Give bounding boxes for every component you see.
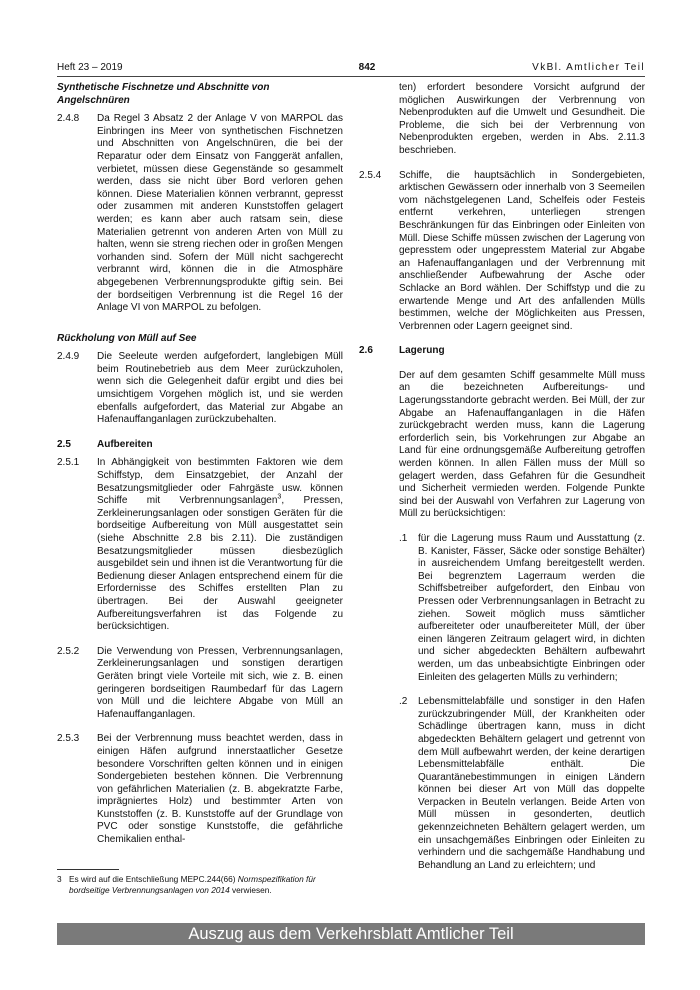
paragraph-text: Die Verwendung von Pressen, Verbrennungsanlagen, Zerkleinerungsanlagen und sonstigen derartigen Geräten bringt viele Vorteile mit sich, wie z. B. einen geringeren bordseitigen Raumbedarf für das Lagern von Müll und die leichtere Abgabe von Müll an Hafenauffanganlagen. — [97, 645, 343, 720]
section-2-5-heading — [57, 439, 343, 452]
footer-banner: Auszug aus dem Verkehrsblatt Amtlicher Teil — [57, 923, 645, 945]
paragraph-text: Da Regel 3 Absatz 2 der Anlage V von MARPOL das Einbringen ins Meer von synthetischen Fischnetzen und Abschnitten von Angelschnüren, die bei der Reparatur oder dem Einsatz von Fanggerät anfallen, verbietet, müssen diese Gegenstände so gesammelt werden, dass sie nicht über Bord verloren gehen können. Diese Materialien können verbrannt, gepresst oder zusammen mit anderen Kunststoffen gelagert werden; es kann aber auch ratsam sein, diese Materialien getrennt von anderen Arten von Müll zu halten, wenn sie streng riechen oder in großen Mengen vorhanden sind. Sofern der Müll nicht sachgerecht verbrannt wird, können die in die Atmosphäre abgegebenen Verbrennungsprodukte giftig sein. Bei der bordseitigen Verbrennung ist die Regel 16 der Anlage VI von MARPOL zu befolgen. — [97, 113, 343, 314]
paragraph-text: Schiffe, die hauptsächlich in Sondergebieten, arktischen Gewässern oder innerhalb von 3 Seemeilen vom nächstgelegenen Land, Schelfeis oder Festeis entfernt verkehren, unterliegen strengen Beschränkungen für das Einbringen oder Einleiten von Müll. Diese Schiffe müssen zwischen der Lagerung von gepresstem oder ungepresstem Material zur Abgabe an Hafenauffanganlagen und der Verbrennung mit anschließender Aufbewahrung der Asche oder Schlacke an Bord wählen. Der Schiffstyp und die zu erwartende Menge und Art des anfallenden Mülls bestimmen, welche der Möglichkeiten aus Pressen, Verbrennen oder Lagern geeignet sind. — [399, 169, 645, 332]
footnote-text: Es wird auf die Entschließung MEPC.244(66) Normspezifikation für bordseitige Verbrennungsanlagen von 2014 verwiesen. — [69, 874, 316, 895]
section-intro: Der auf dem gesamten Schiff gesammelte Müll muss an die bezeichneten Aufbereitungs- und Lagerungsstandorte gebracht werden. Bei Müll, der zur Abgabe an Hafenauffanganlagen in die Häfen zurückgebracht werden muss, kann die Lagerung erforderlich sein, bis Vorkehrungen zur Abgabe an Land für eine ordnungsgemäße Aufbereitung getroffen werden können. In allen Fällen muss der Müll so gelagert werden, dass Gefahren für die Gesundheit und Sicherheit vermieden werden. Folgende Punkte sind bei der Auswahl von Verfahren zur Lagerung von Müll zu berücksichtigen: — [399, 369, 645, 520]
paragraph-text: Die Seeleute werden aufgefordert, langlebigen Müll beim Routinebetrieb aus dem Meer zurückzuholen, wenn sich die Gelegenheit dafür ergibt und dies bei umsichtigem Vorgehen möglich ist, und sie werden ebenfalls aufgefordert, das Material zur Abgabe an Hafenauffanganlagen zurückzubehalten. — [97, 351, 343, 426]
footnote-number: 3 — [57, 874, 62, 884]
paragraph-2-5-4 — [359, 170, 645, 334]
item-number: .1 — [399, 533, 408, 544]
paragraph-2-4-9 — [57, 351, 343, 427]
list-item-2 — [359, 696, 645, 872]
paragraph-number: 2.5.2 — [57, 645, 80, 657]
right-column — [359, 82, 645, 872]
paragraph-text: In Abhängigkeit von bestimmten Faktoren wie dem Schiffstyp, dem Einsatzgebiet, der Anzahl der Besatzungsmitglieder oder Fahrgäste usw. können Schiffe mit Verbrennungsanlagen$^3$, Pressen, Zerkleinerungsanlagen oder sonstigen Geräten für die bordseitige Aufbereitung von Müll ausgestattet sein (siehe Abschnitte 2.8 bis 2.11). Die zuständigen Besatzungsmitglieder müssen diesbezüglich ausgebildet sein und ihnen ist die Verantwortung für die Bedienung dieser Anlagen entsprechend einem für die Erfordernisse des Schiffes erstellten Plan zu übertragen. Bei der Auswahl geeigneter Aufbereitungsverfahren ist das Folgende zu berücksichtigen. — [97, 457, 343, 633]
item-text: für die Lagerung muss Raum und Ausstattung (z. B. Kanister, Fässer, Säcke oder sonstige Behälter) in ausreichendem Umfang bereitgestellt werden. Bei begrenztem Lagerraum werden die Schiffsbetreiber aufgefordert, den Einbau von Pressen oder Verbrennungsanlagen in Betracht zu ziehen. Soweit möglich muss sämtlicher aufbereiteter oder unaufbereiteter Müll, der über einen längeren Zeitraum gelagert wird, in dichten und sicher abgedeckten Behältern aufbewahrt werden, um das unbeabsichtigte Einbringen oder Einleiten des gelagerten Mülls zu verhindern; — [418, 533, 645, 683]
left-column — [57, 82, 343, 847]
journal-title: VkBl. Amtlicher Teil — [532, 62, 645, 73]
paragraph-number: 2.5.1 — [57, 457, 80, 469]
item-number: .2 — [399, 696, 408, 708]
list-item-1 — [359, 533, 645, 684]
section-title: Aufbereiten — [97, 438, 153, 450]
paragraph-number: 2.4.9 — [57, 351, 80, 363]
paragraph-number: 2.5.3 — [57, 733, 80, 745]
paragraph-2-5-2 — [57, 646, 343, 722]
issue-label: Heft 23 – 2019 — [57, 62, 123, 73]
page-number: 842 — [358, 62, 376, 73]
section-title: Lagerung — [399, 345, 445, 357]
paragraph-2-4-8 — [57, 113, 343, 315]
paragraph-number: 2.4.8 — [57, 113, 80, 125]
paragraph-2-5-1 — [57, 457, 343, 633]
section-number: 2.6 — [359, 345, 373, 357]
continued-text: ten) erfordert besondere Vorsicht aufgrund der möglichen Auswirkungen der Verbrennung von Nebenprodukten auf die Umwelt und Gesundheit. Die Probleme, die sich bei der Verbrennung von Nebenprodukten ergeben, werden in Abs. 2.11.3 beschrieben. — [399, 82, 645, 156]
page-header — [57, 61, 645, 75]
footnote-rule — [57, 869, 119, 870]
paragraph-2-5-3 — [57, 733, 343, 846]
header-rule — [57, 76, 645, 77]
section-number: 2.5 — [57, 438, 71, 450]
subheading-retrieval: Rückholung von Müll auf See — [57, 332, 197, 344]
footnote-ref: 3 — [277, 493, 282, 501]
paragraph-number: 2.5.4 — [359, 169, 382, 181]
item-text: Lebensmittelabfälle und sonstiger in den Hafen zurückzubringender Müll, der Krankheiten oder Schädlinge übertragen kann, muss in dicht abgedeckten Behältern gelagert und getrennt von dem Müll aufbewahrt werden, der keine derartigen Lebensmittelabfälle enthält. Die Quarantänebestimmungen in einigen Ländern können bei dieser Art von Müll das doppelte Verpacken in Beuteln verlangen. Beide Arten von Müll müssen in gesonderten, deutlich gekennzeichneten Behältern gelagert werden, um ein unsachgemäßes Einbringen oder Einleiten zu verhindern und die sachgemäße Handhabung und Behandlung an Land zu erleichtern; und — [418, 696, 645, 871]
paragraph-text: Bei der Verbrennung muss beachtet werden, dass in einigen Häfen aufgrund innerstaatlicher Gesetze besondere Vorschriften gelten können und in einigen Sondergebieten bestehen können. Die Verbrennung von gefährlichen Materialien (z. B. abgekratzte Farbe, imprägniertes Holz) und bestimmter Arten von Kunststoffen (z. B. Kunststoffe auf der Grundlage von PVC oder sonstige Kunststoffe, die gefährliche Chemikalien enthal- — [97, 733, 343, 846]
footnote — [57, 874, 343, 895]
section-2-6-heading — [359, 345, 645, 358]
subheading-fishnets: Synthetische Fischnetze und Abschnitte von Angelschnüren — [57, 82, 270, 106]
